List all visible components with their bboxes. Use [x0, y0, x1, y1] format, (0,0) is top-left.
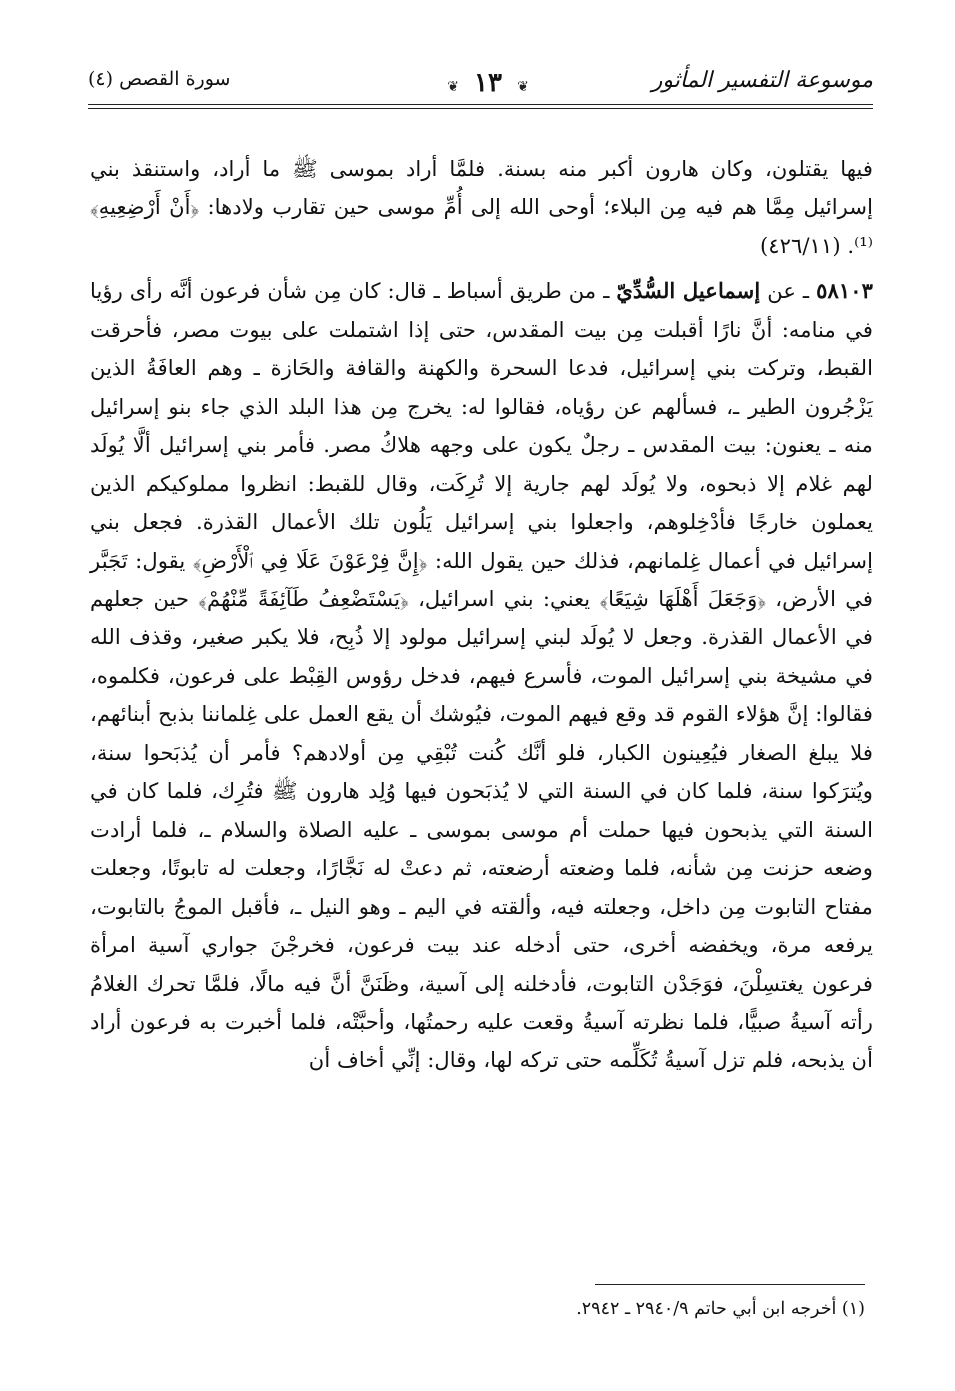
hadith-separator: ـ عن: [760, 278, 817, 304]
footnote: (١) أخرجه ابن أبي حاتم ٢٩٤٠/٩ ـ ٢٩٤٢.: [576, 1299, 865, 1319]
page-number-block: [418, 68, 558, 98]
running-title: موسوعة التفسير المأثور: [651, 68, 873, 93]
ornament-icon: ❦: [447, 79, 459, 95]
surah-title: سورة القصص (٤): [88, 68, 231, 90]
paragraph-hadith: [90, 272, 873, 1080]
header-rule: [88, 104, 873, 105]
hadith-number: ٥٨١٠٣: [816, 278, 873, 304]
footnote-rule: [595, 1284, 865, 1285]
hadith-text: ـ من طريق أسباط ـ قال: كان مِن شأن فرعون أنَّه رأى رؤيا في منامه: أنَّ نارًا أقبلت مِن بيت المقدس، حتى إذا اشتملت على بيوت مصر، فأحرقت القبط، وتركت بني إسرائيل، فدعا السحرة والكهنة والقافة والحَازة ـ وهم العافَةُ الذين يَزْجُرون الطير ـ، فسألهم عن رؤياه، فقالوا له: يخرج مِن هذا البلد الذي جاء بنو إسرائيل منه ـ يعنون: بيت المقدس ـ رجلٌ يكون على وجهه هلاكُ مصر. فأمر بني إسرائيل ألَّا يُولَد لهم غلام إلا ذبحوه، ولا يُولَد لهم جارية إلا تُرِكَت، وقال للقبط: انظروا مملوكيكم الذين يعملون خارجًا فأدْخِلوهم، واجعلوا بني إسرائيل يَلُون تلك الأعمال القذرة. فجعل بني إسرائيل في أعمال غِلمانهم، فذلك حين يقول الله: ﴿إِنَّ فِرْعَوْنَ عَلَا فِي ٱلْأَرْضِ﴾ يقول: تَجَبَّر في الأرض، ﴿وَجَعَلَ أَهْلَهَا شِيَعًا﴾ يعني: بني اسرائيل، ﴿يَسْتَضْعِفُ طَآئِفَةً مِّنْهُمْ﴾ حين جعلهم في الأعمال القذرة. وجعل لا يُولَد لبني إسرائيل مولود إلا ذُبِح، فلا يكبر صغير، وقذف الله في مشيخة بني إسرائيل الموت، فأسرع فيهم، فدخل رؤوس القِبْط على فرعون، فكلموه، فقالوا: إنَّ هؤلاء القوم قد وقع فيهم الموت، فيُوشك أن يقع العمل على غِلماننا بذبح أبنائهم، فلا يبلغ الصغار فيُعِينون الكبار، فلو أنَّك كُنت تُبْقِي مِن أولادهم؟ فأمر أن يُذبَحوا سنة، ويُترَكوا سنة، فلما كان في السنة التي لا يُذبَحون فيها وُلِد هارون ﷺ فتُرِك، فلما كان في السنة التي يذبحون فيها حملت أم موسى بموسى ـ عليه الصلاة والسلام ـ، فلما أرادت وضعه حزنت مِن شأنه، فلما وضعته أرضعته، ثم دعتْ له نَجَّارًا، وجعلت له تابوتًا، وجعلت مفتاح التابوت مِن داخل، وجعلته فيه، وألقته في اليم ـ وهو النيل ـ، فأقبل الموجُ بالتابوت، يرفعه مرة، ويخفضه أخرى، حتى أدخله عند بيت فرعون، فخرجْنَ جواري آسية امرأة فرعون يغتسِلْنَ، فوَجَدْن التابوت، فأدخلنه إلى آسية، وظَنَنَّ أنَّ فيه مالًا، فلمَّا تحرك الغلامُ رأته آسيةُ صبيًّا، فلما نظرته آسيةُ وقعت عليه رحمتُها، وأحبَّتْه، فلما أخبرت به فرعون أراد أن يذبحه، فلم تزل آسيةُ تُكَلِّمه حتى تركه لها، وقال: إنِّي أخاف أن: [90, 278, 873, 1073]
header-rule-thin: [88, 108, 873, 109]
paragraph-continuation: فيها يقتلون، وكان هارون أكبر منه بسنة. فلمَّا أراد بموسى ﷺ ما أراد، واستنقذ بني إسرائيل مِمَّا هم فيه مِن البلاء؛ أوحى الله إلى أُمِّ موسى حين تقارب ولادها: ﴿أَنْ أَرْضِعِيهِ﴾⁽¹⁾. (٤٢٦/١١): [90, 156, 873, 258]
narrator-name: إسماعيل السُّدِّيّ: [616, 278, 761, 304]
page-number: ١٣: [464, 68, 512, 98]
main-text: [90, 150, 873, 1080]
ornament-icon: ❦: [517, 79, 529, 95]
page-header: [88, 62, 873, 112]
